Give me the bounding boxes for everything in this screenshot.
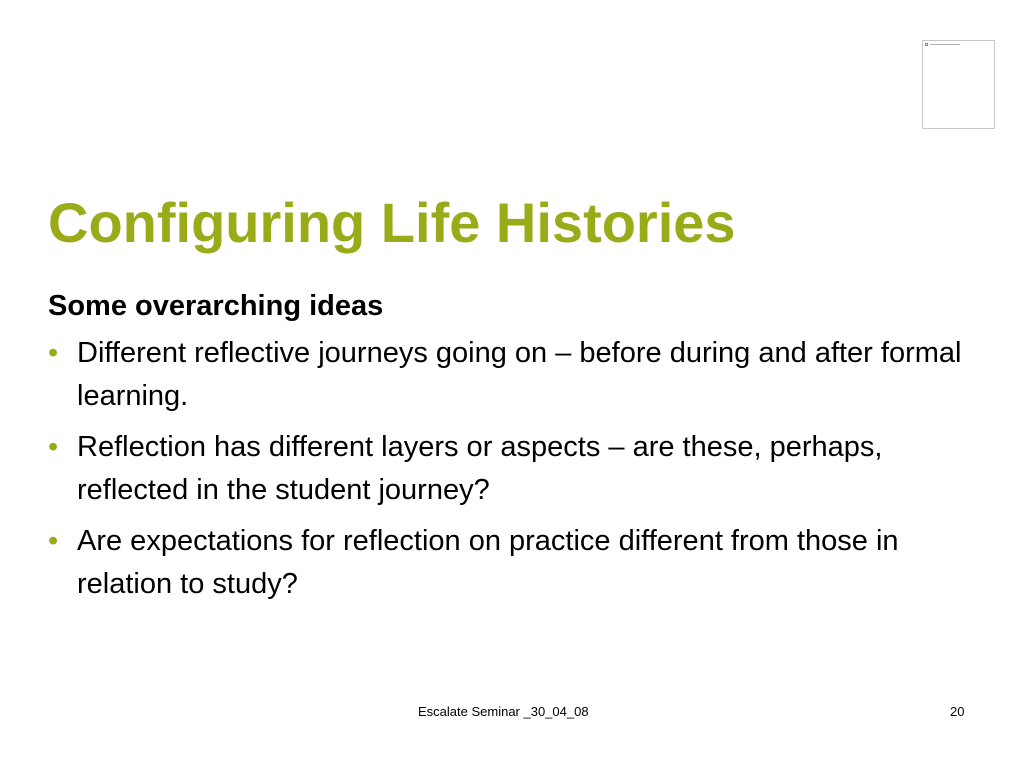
bullet-list bbox=[48, 332, 968, 606]
footer-label: Escalate Seminar _30_04_08 bbox=[418, 704, 589, 719]
slide-title: Configuring Life Histories bbox=[48, 191, 736, 254]
thumbnail-caption-line bbox=[930, 44, 960, 45]
embedded-object-thumbnail[interactable] bbox=[922, 40, 995, 129]
slide-subheading: Some overarching ideas bbox=[48, 290, 384, 322]
bullet-item bbox=[48, 426, 968, 512]
bullet-text: Reflection has different layers or aspects – are these, perhaps, reflected in the student journey? bbox=[77, 431, 883, 506]
slide-content bbox=[48, 284, 968, 614]
bullet-item bbox=[48, 520, 968, 606]
bullet-text: Different reflective journeys going on – before during and after formal learning. bbox=[77, 337, 962, 412]
bullet-icon: • bbox=[48, 337, 59, 369]
page-number: 20 bbox=[950, 704, 965, 719]
bullet-item bbox=[48, 332, 968, 418]
bullet-text: Are expectations for reflection on practice different from those in relation to study? bbox=[77, 525, 899, 600]
bullet-icon: • bbox=[48, 525, 59, 557]
document-icon bbox=[925, 43, 928, 46]
bullet-icon: • bbox=[48, 431, 59, 463]
